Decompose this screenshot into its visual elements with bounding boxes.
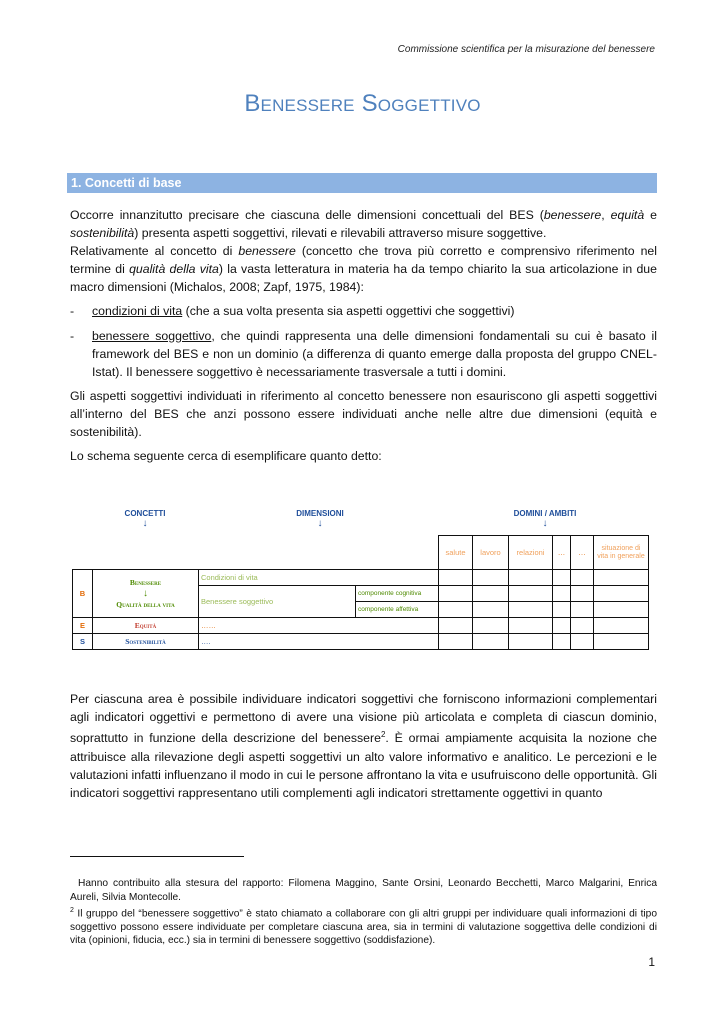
componente-cognitiva-cell: componente cognitiva: [356, 586, 439, 602]
paragraph-3: Gli aspetti soggettivi individuati in riferimento al concetto benessere non esauriscono gli aspetti soggettivi all’interno del BES che anzi possono essere individuati anche nelle altre due dimensioni (equità e sostenibilità).: [70, 389, 657, 439]
domain-cell: …: [571, 536, 594, 570]
footnote-1: Hanno contribuito alla stesura del rapporto: Filomena Maggino, Sante Orsini, Leonardo Becchetti, Marco Malgarini, Enrica Aureli, Silvia Montecolle.: [70, 878, 657, 903]
footnotes: [70, 877, 657, 948]
domini-header: DOMINI / AMBITI ↓: [508, 509, 582, 529]
paragraph-2: Relativamente al concetto di benessere (concetto che trova più corretto e comprensivo riferimento nel termine di qualità della vita) la vasta letteratura in materia ha da tempo chiarito la sua articolazione in due macro dimensioni (Michalos, 2008; Zapf, 1975, 1984):: [70, 244, 657, 294]
running-header: Commissione scientifica per la misurazione del benessere: [397, 44, 655, 55]
domain-cell: …: [553, 536, 571, 570]
equita-concept-cell: Equità: [93, 618, 199, 634]
domains-row: [73, 536, 649, 570]
down-arrow-icon: ↓: [542, 518, 548, 529]
intro-block: [70, 206, 657, 465]
domain-cell: relazioni: [509, 536, 553, 570]
footnote-separator: [70, 856, 244, 857]
domain-cell: situazione di vita in generale: [594, 536, 649, 570]
down-arrow-icon: ↓: [317, 518, 323, 529]
row-letter-e: E: [73, 618, 93, 634]
paragraph-1: Occorre innanzitutto precisare che ciascuna delle dimensioni concettuali del BES (benessere, equità e sostenibilità) presenta aspetti soggettivi, rilevati e rilevabili attraverso misure soggettive.: [70, 208, 657, 240]
down-arrow-icon: ↓: [143, 588, 148, 599]
row-letter-s: S: [73, 634, 93, 650]
domain-cell: salute: [439, 536, 473, 570]
page-number: 1: [648, 955, 655, 969]
footnote-ref: 2: [380, 730, 386, 740]
bullet-dash: -: [70, 304, 75, 318]
down-arrow-icon: ↓: [142, 518, 148, 529]
bullet-item: - benessere soggettivo, che quindi rappresenta una delle dimensioni fondamentali su cui è basato il framework del BES e non un dominio (a differenza di quanto emerge dalla proposta del gruppo CNEL-Istat). Il benessere soggettivo è necessariamente trasversale a tutti i domini.: [70, 329, 657, 379]
page-title: Benessere Soggettivo: [244, 90, 481, 117]
benessere-row: [73, 570, 649, 586]
dimensioni-header: DIMENSIONI ↓: [285, 509, 355, 529]
sostenibilita-dots-cell: ….: [199, 634, 439, 650]
benessere-concept-cell: Benessere ↓ Qualità della vita: [93, 570, 199, 618]
paragraph-4: Lo schema seguente cerca di esemplificare quanto detto:: [70, 449, 382, 463]
section-heading: 1. Concetti di base: [67, 173, 657, 193]
equita-dots-cell: ……: [199, 618, 439, 634]
bullet-dash: -: [70, 329, 75, 343]
bes-schema-diagram: [70, 505, 657, 665]
condizioni-vita-cell: Condizioni di vita: [199, 570, 439, 586]
row-letter-b: B: [73, 570, 93, 618]
footnote-2: $^2$ Il gruppo del “benessere soggettivo” è stato chiamato a collaborare con gli altri gruppi per individuare quali informazioni di tipo soggettivo possono essere individuate per completare ciascuna area, sia in termini di valutazione soggettiva delle condizioni di vita (opinioni, fiducia, ecc.) sia in termini di benessere soggettivo (soddisfazione).: [70, 907, 657, 947]
sostenibilita-row: [73, 634, 649, 650]
paragraph-5: Per ciascuna area è possibile individuare indicatori soggettivi che forniscono informazioni complementari agli indicatori oggettivi e permettono di avere una visione più articolata e completa di ciascun dominio, soprattutto in funzione della descrizione del benessere$^2$. È ormai ampiamente acquisita la nozione che attribuisce alla rilevazione degli aspetti soggettivi un alto valore informativo e analitico. Le percezioni e le valutazioni infatti influenzano il modo in cui le persone affrontano la vita e usufruiscono delle opportunità. Gli indicatori soggettivi rappresentano utili complementi agli indicatori strettamente oggettivi in quanto: [70, 692, 657, 801]
benessere-soggettivo-cell: Benessere soggettivo: [199, 586, 356, 618]
domain-cell: lavoro: [473, 536, 509, 570]
sostenibilita-concept-cell: Sostenibilità: [93, 634, 199, 650]
concetti-header: CONCETTI ↓: [118, 509, 172, 529]
componente-affettiva-cell: componente affettiva: [356, 602, 439, 618]
bullet-item: - condizioni di vita (che a sua volta presenta sia aspetti oggettivi che soggettivi): [70, 304, 515, 318]
equita-row: [73, 618, 649, 634]
schema-table: [72, 535, 649, 650]
